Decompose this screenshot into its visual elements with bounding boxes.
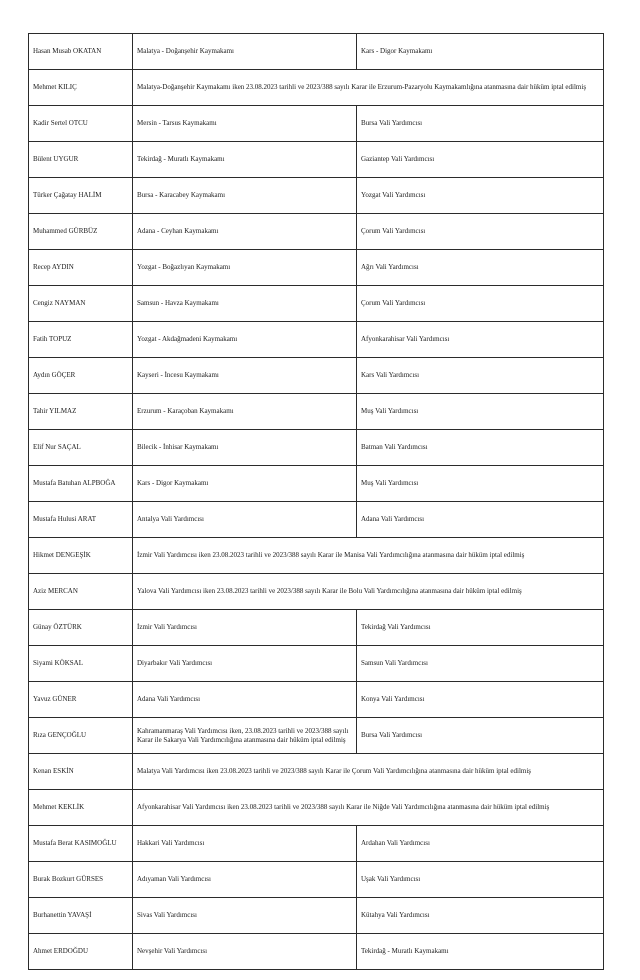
person-name: Yavuz GÜNER (29, 682, 133, 718)
cancellation-note: İzmir Vali Yardımcısı iken 23.08.2023 tarihli ve 2023/388 sayılı Karar ile Manisa Vali Yardımcılığına atanmasına dair hüküm iptal edilmiş (133, 538, 604, 574)
person-name: Fatih TOPUZ (29, 322, 133, 358)
cancellation-note: Afyonkarahisar Vali Yardımcısı iken 23.08.2023 tarihli ve 2023/388 sayılı Karar ile Niğde Vali Yardımcılığına atanmasına dair hüküm iptal edilmiş (133, 790, 604, 826)
table-row (29, 754, 604, 790)
table-row (29, 34, 604, 70)
person-name: Siyami KÖKSAL (29, 646, 133, 682)
new-post: Muş Vali Yardımcısı (357, 394, 604, 430)
table-row (29, 214, 604, 250)
table-row (29, 394, 604, 430)
new-post: Yozgat Vali Yardımcısı (357, 178, 604, 214)
table-body (29, 34, 604, 970)
table-row (29, 466, 604, 502)
person-name: Muhammed GÜRBÜZ (29, 214, 133, 250)
table-row (29, 502, 604, 538)
table-row (29, 898, 604, 934)
new-post: Çorum Vali Yardımcısı (357, 286, 604, 322)
current-post: Sivas Vali Yardımcısı (133, 898, 357, 934)
current-post: Adana Vali Yardımcısı (133, 682, 357, 718)
new-post: Konya Vali Yardımcısı (357, 682, 604, 718)
table-row (29, 286, 604, 322)
current-post: Adana - Ceyhan Kaymakamı (133, 214, 357, 250)
table-row (29, 790, 604, 826)
new-post: Uşak Vali Yardımcısı (357, 862, 604, 898)
current-post: Antalya Vali Yardımcısı (133, 502, 357, 538)
current-post: Bilecik - İnhisar Kaymakamı (133, 430, 357, 466)
table-row (29, 718, 604, 754)
person-name: Mustafa Batuhan ALPBOĞA (29, 466, 133, 502)
new-post: Çorum Vali Yardımcısı (357, 214, 604, 250)
new-post: Bursa Vali Yardımcısı (357, 106, 604, 142)
cancellation-note: Yalova Vali Yardımcısı iken 23.08.2023 tarihli ve 2023/388 sayılı Karar ile Bolu Vali Yardımcılığına atanmasına dair hüküm iptal edilmiş (133, 574, 604, 610)
table-row (29, 538, 604, 574)
person-name: Elif Nur SAÇAL (29, 430, 133, 466)
new-post: Batman Vali Yardımcısı (357, 430, 604, 466)
person-name: Kenan ESKİN (29, 754, 133, 790)
current-post: Nevşehir Vali Yardımcısı (133, 934, 357, 970)
table-row (29, 178, 604, 214)
table-row (29, 106, 604, 142)
person-name: Mustafa Berat KASIMOĞLU (29, 826, 133, 862)
current-post: Kars - Digor Kaymakamı (133, 466, 357, 502)
current-post: Mersin - Tarsus Kaymakamı (133, 106, 357, 142)
person-name: Aydın GÖÇER (29, 358, 133, 394)
person-name: Recep AYDIN (29, 250, 133, 286)
current-post: Tekirdağ - Muratlı Kaymakamı (133, 142, 357, 178)
new-post: Adana Vali Yardımcısı (357, 502, 604, 538)
person-name: Günay ÖZTÜRK (29, 610, 133, 646)
person-name: Türker Çağatay HALİM (29, 178, 133, 214)
current-post: Kahramanmaraş Vali Yardımcısı iken, 23.08.2023 tarihli ve 2023/388 sayılı Karar ile Sakarya Vali Yardımcılığına atanmasına dair hüküm iptal edilmiş (133, 718, 357, 754)
new-post: Bursa Vali Yardımcısı (357, 718, 604, 754)
table-row (29, 70, 604, 106)
new-post: Muş Vali Yardımcısı (357, 466, 604, 502)
person-name: Aziz MERCAN (29, 574, 133, 610)
new-post: Samsun Vali Yardımcısı (357, 646, 604, 682)
cancellation-note: Malatya Vali Yardımcısı iken 23.08.2023 tarihli ve 2023/388 sayılı Karar ile Çorum Vali Yardımcılığına atanmasına dair hüküm iptal edilmiş (133, 754, 604, 790)
new-post: Gaziantep Vali Yardımcısı (357, 142, 604, 178)
current-post: Samsun - Havza Kaymakamı (133, 286, 357, 322)
person-name: Bülent UYGUR (29, 142, 133, 178)
new-post: Kars - Digor Kaymakamı (357, 34, 604, 70)
table-row (29, 322, 604, 358)
person-name: Mehmet KEKLİK (29, 790, 133, 826)
person-name: Tahir YILMAZ (29, 394, 133, 430)
table-row (29, 142, 604, 178)
current-post: Yozgat - Akdağmadeni Kaymakamı (133, 322, 357, 358)
person-name: Ahmet ERDOĞDU (29, 934, 133, 970)
person-name: Burak Bozkurt GÜRSES (29, 862, 133, 898)
person-name: Mehmet KILIÇ (29, 70, 133, 106)
current-post: Malatya - Doğanşehir Kaymakamı (133, 34, 357, 70)
person-name: Kadir Sertel OTCU (29, 106, 133, 142)
table-row (29, 934, 604, 970)
table-row (29, 430, 604, 466)
new-post: Ağrı Vali Yardımcısı (357, 250, 604, 286)
current-post: Kayseri - İncesu Kaymakamı (133, 358, 357, 394)
person-name: Hasan Musab OKATAN (29, 34, 133, 70)
person-name: Burhanettin YAVAŞİ (29, 898, 133, 934)
table-row (29, 250, 604, 286)
current-post: İzmir Vali Yardımcısı (133, 610, 357, 646)
current-post: Yozgat - Boğazlıyan Kaymakamı (133, 250, 357, 286)
table-row (29, 682, 604, 718)
new-post: Tekirdağ - Muratlı Kaymakamı (357, 934, 604, 970)
table-row (29, 826, 604, 862)
person-name: Mustafa Hulusi ARAT (29, 502, 133, 538)
cancellation-note: Malatya-Doğanşehir Kaymakamı iken 23.08.2023 tarihli ve 2023/388 sayılı Karar ile Erzurum-Pazaryolu Kaymakamlığına atanmasına dair hüküm iptal edilmiş (133, 70, 604, 106)
current-post: Bursa - Karacabey Kaymakamı (133, 178, 357, 214)
new-post: Afyonkarahisar Vali Yardımcısı (357, 322, 604, 358)
table-row (29, 610, 604, 646)
person-name: Hikmet DENGEŞİK (29, 538, 133, 574)
table-row (29, 358, 604, 394)
appointments-table (28, 33, 604, 970)
person-name: Rıza GENÇOĞLU (29, 718, 133, 754)
table-row (29, 862, 604, 898)
current-post: Erzurum - Karaçoban Kaymakamı (133, 394, 357, 430)
table-row (29, 646, 604, 682)
new-post: Kars Vali Yardımcısı (357, 358, 604, 394)
current-post: Diyarbakır Vali Yardımcısı (133, 646, 357, 682)
new-post: Ardahan Vali Yardımcısı (357, 826, 604, 862)
current-post: Adıyaman Vali Yardımcısı (133, 862, 357, 898)
table-row (29, 574, 604, 610)
current-post: Hakkari Vali Yardımcısı (133, 826, 357, 862)
new-post: Tekirdağ Vali Yardımcısı (357, 610, 604, 646)
new-post: Kütahya Vali Yardımcısı (357, 898, 604, 934)
person-name: Cengiz NAYMAN (29, 286, 133, 322)
